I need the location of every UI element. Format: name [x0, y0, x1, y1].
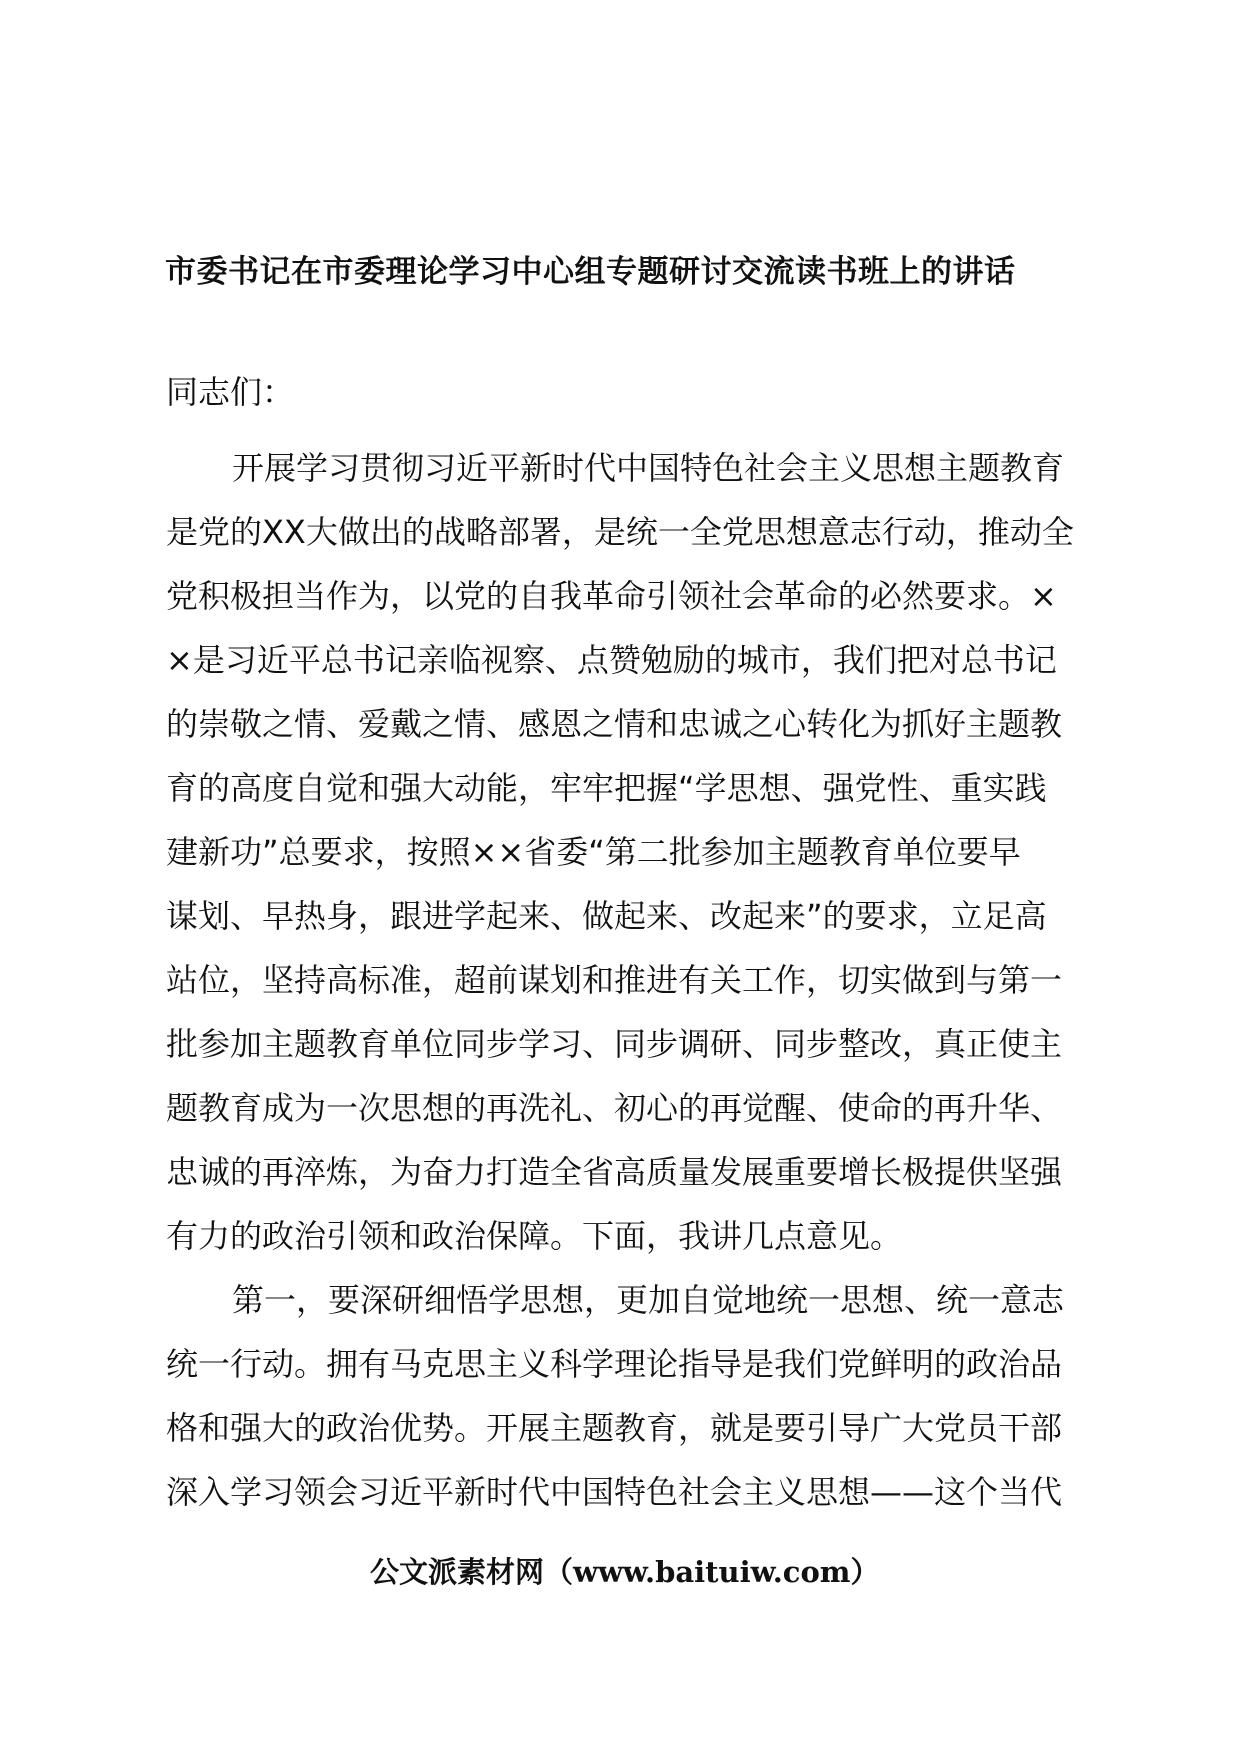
document-title: 市委书记在市委理论学习中心组专题研讨交流读书班上的讲话 [165, 254, 1016, 290]
salutation: 同志们： [166, 373, 295, 411]
paragraph-line: 党积极担当作为，以党的自我革命引领社会革命的必然要求。× [166, 577, 1057, 615]
paragraph-line: 题教育成为一次思想的再洗礼、初心的再觉醒、使命的再升华、 [166, 1089, 1063, 1127]
paragraph-line: 是党的XX大做出的战略部署，是统一全党思想意志行动，推动全 [166, 513, 1074, 551]
paragraph-line: 谋划、早热身，跟进学起来、做起来、改起来”的要求，立足高 [166, 897, 1047, 935]
body-text [166, 436, 1116, 1524]
paragraph-line: 开展学习贯彻习近平新时代中国特色社会主义思想主题教育 [232, 449, 1065, 487]
paragraph-line: 深入学习领会习近平新时代中国特色社会主义思想——这个当代 [166, 1473, 1063, 1511]
paragraph-line: ×是习近平总书记亲临视察、点赞勉励的城市，我们把对总书记 [166, 641, 1057, 679]
paragraph-line: 格和强大的政治优势。开展主题教育，就是要引导广大党员干部 [166, 1409, 1063, 1447]
footer-watermark-text: 公文派素材网（www.baituiw.com） [370, 1555, 880, 1589]
paragraph-line: 站位，坚持高标准，超前谋划和推进有关工作，切实做到与第一 [166, 961, 1063, 999]
paragraph-line: 建新功”总要求，按照××省委“第二批参加主题教育单位要早 [166, 833, 1021, 871]
paragraph-line: 有力的政治引领和政治保障。下面，我讲几点意见。 [166, 1217, 903, 1255]
paragraph-line: 批参加主题教育单位同步学习、同步调研、同步整改，真正使主 [166, 1025, 1063, 1063]
paragraph-line: 第一，要深研细悟学思想，更加自觉地统一思想、统一意志 [232, 1281, 1065, 1319]
paragraph-line: 统一行动。拥有马克思主义科学理论指导是我们党鲜明的政治品 [166, 1345, 1063, 1383]
paragraph-line: 忠诚的再淬炼，为奋力打造全省高质量发展重要增长极提供坚强 [166, 1153, 1063, 1191]
paragraph-line: 育的高度自觉和强大动能，牢牢把握“学思想、强党性、重实践 [166, 769, 1047, 807]
paragraph-line: 的崇敬之情、爱戴之情、感恩之情和忠诚之心转化为抓好主题教 [166, 705, 1063, 743]
